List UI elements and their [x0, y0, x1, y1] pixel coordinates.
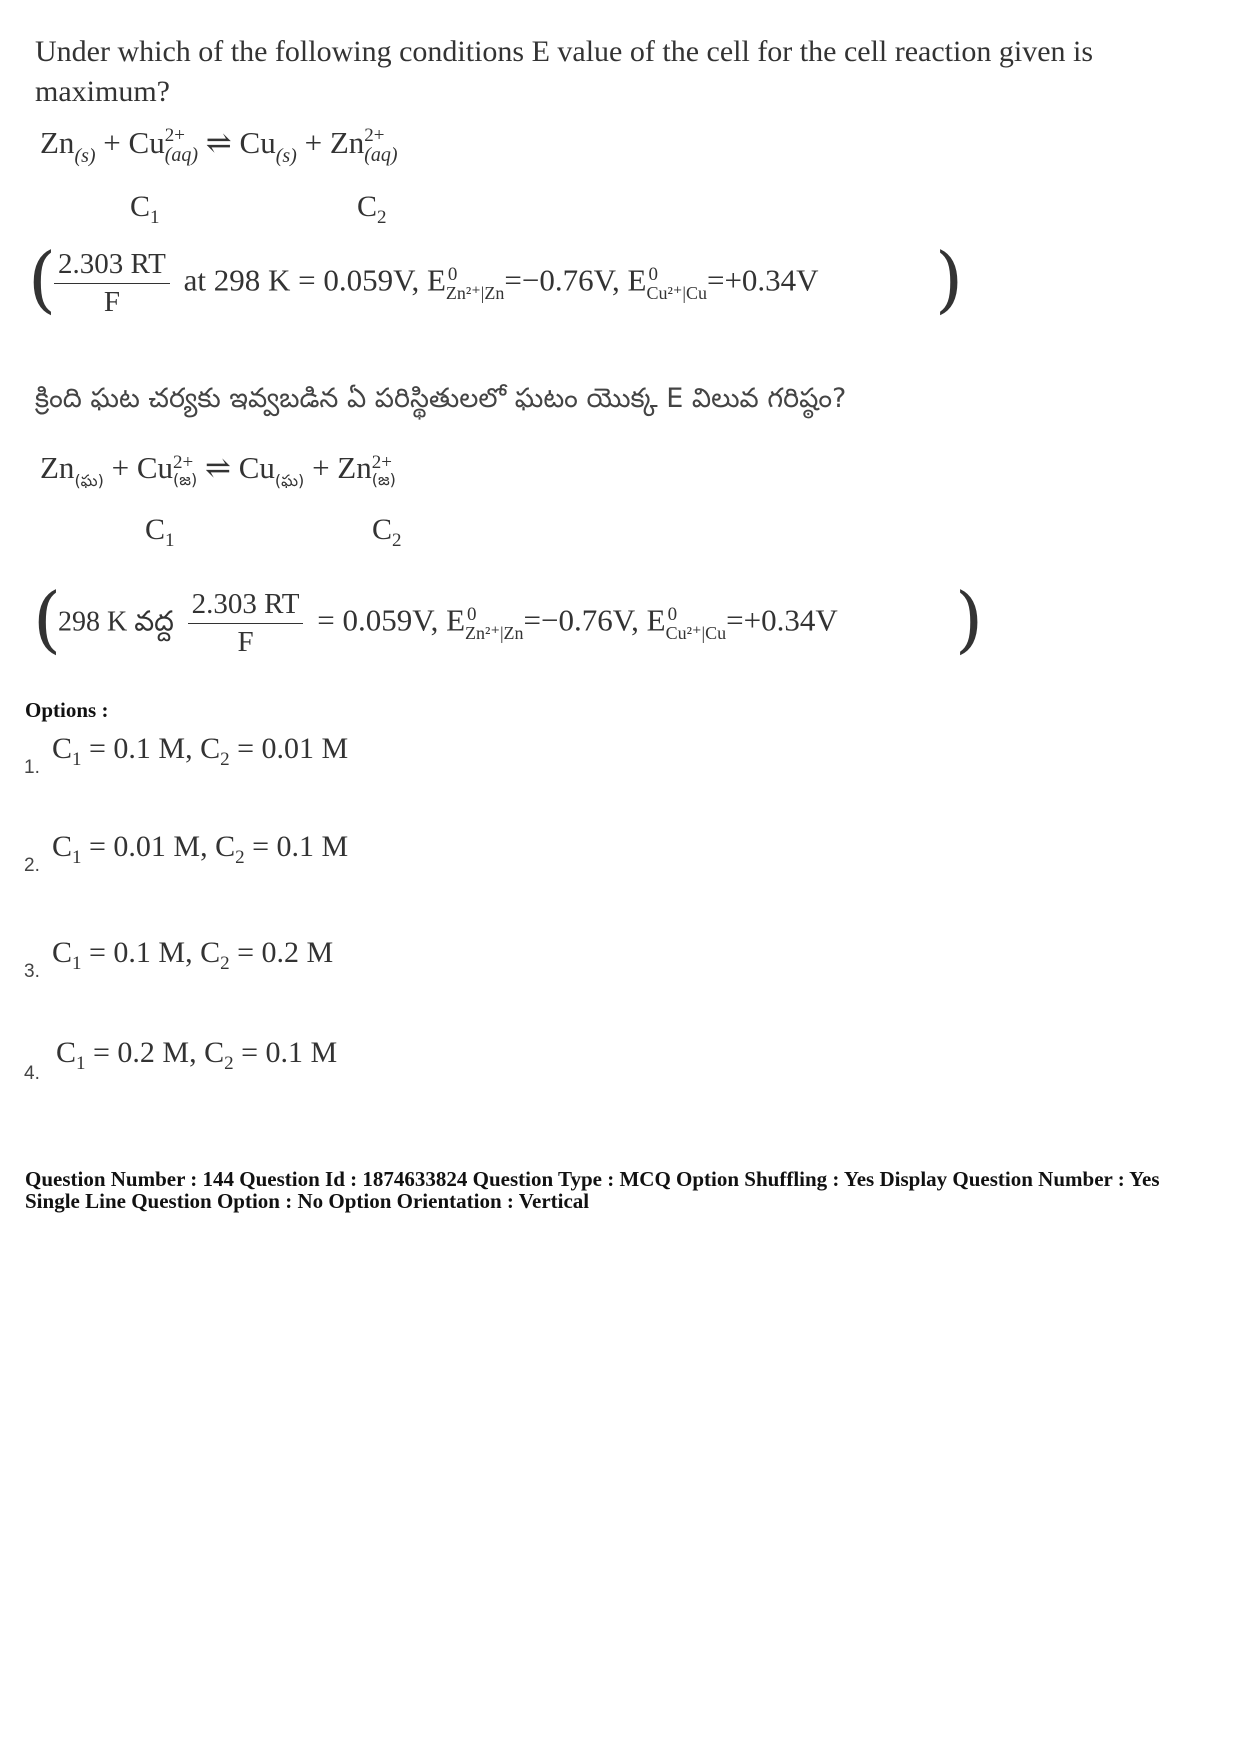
- left-parenthesis-te: (: [33, 577, 62, 661]
- reaction-telugu: Zn (ఘ) + Cu 2+ (జ) ⇌ Cu (ఘ) + Zn 2+ (జ): [40, 450, 396, 490]
- concentration-c2-te: $C_2$: [372, 513, 402, 551]
- given-values-english: $\frac{2.303 RT}{F}$ at 298 K = 0.059V, E 0 Zn²⁺|Zn =−0.76V, E 0 Cu²⁺|Cu =+0.34V: [48, 248, 819, 319]
- option-text: $C_1 = 0.1$ M, $C_2 = 0.01$ M: [52, 732, 349, 770]
- right-parenthesis-te: ): [955, 577, 984, 661]
- option-number: 2.: [24, 855, 40, 876]
- reactant-zn: Zn: [40, 125, 75, 160]
- question-text-english: Under which of the following conditions E value of the cell for the cell reaction given is maximum?: [35, 35, 1094, 108]
- option-text: $C_1 = 0.1$ M, $C_2 = 0.2$ M: [52, 936, 334, 974]
- product-zn-ion: Zn: [329, 125, 365, 160]
- option-number: 4.: [24, 1063, 40, 1084]
- fraction: $\frac{2.303 RT}{F}$: [54, 248, 170, 319]
- plus-sign: +: [304, 125, 323, 160]
- option-text: $C_1 = 0.01$ M, $C_2 = 0.1$ M: [52, 830, 349, 868]
- reaction-english: [40, 125, 398, 165]
- right-parenthesis: ): [935, 237, 964, 321]
- metadata-line-2: Single Line Question Option : No Option Orientation : Vertical: [25, 1189, 590, 1213]
- e-zn-value: =−0.76V,: [504, 262, 620, 298]
- option-number: 1.: [24, 757, 40, 778]
- state-label: (s): [74, 144, 96, 167]
- plus-sign: +: [103, 125, 121, 160]
- state-label: (aq): [164, 144, 199, 167]
- given-text-te: 298 K వద్ద: [58, 606, 174, 638]
- options-label: Options :: [25, 698, 109, 722]
- state-label: (aq): [364, 144, 398, 167]
- state-label: (s): [275, 144, 297, 167]
- e-cu-value: =+0.34V: [706, 262, 819, 298]
- concentration-c1-te: $C_1$: [145, 513, 175, 551]
- product-cu: Cu: [239, 125, 276, 160]
- charge-label: 2+: [164, 125, 185, 147]
- given-values-telugu: 298 K వద్ద $\frac{2.303 RT}{F}$ = 0.059V, E 0 Zn²⁺|Zn =−0.76V, E 0 Cu²⁺|Cu =+0.34V: [58, 588, 838, 658]
- metadata-line-1: Question Number : 144 Question Id : 1874633824 Question Type : MCQ Option Shuffling : Yes Display Question Number : Yes: [25, 1167, 1160, 1191]
- given-text: at 298 K = 0.059V,: [183, 262, 420, 298]
- reactant-cu-ion: Cu: [128, 125, 165, 160]
- question-metadata: [25, 1168, 1225, 1212]
- concentration-c1: $C_1$: [130, 190, 160, 228]
- equilibrium-arrow: ⇌: [205, 125, 232, 160]
- option-text: $C_1 = 0.2$ M, $C_2 = 0.1$ M: [56, 1036, 338, 1074]
- option-number: 3.: [24, 961, 40, 982]
- left-parenthesis: (: [28, 237, 57, 321]
- concentration-c2: $C_2$: [357, 190, 387, 228]
- question-text-telugu: క్రింది ఘట చర్యకు ఇవ్వబడిన ఏ పరిస్థితులలో ఘటం యొక్క E విలువ గరిష్ఠం?: [35, 383, 847, 414]
- charge-label: 2+: [364, 125, 385, 147]
